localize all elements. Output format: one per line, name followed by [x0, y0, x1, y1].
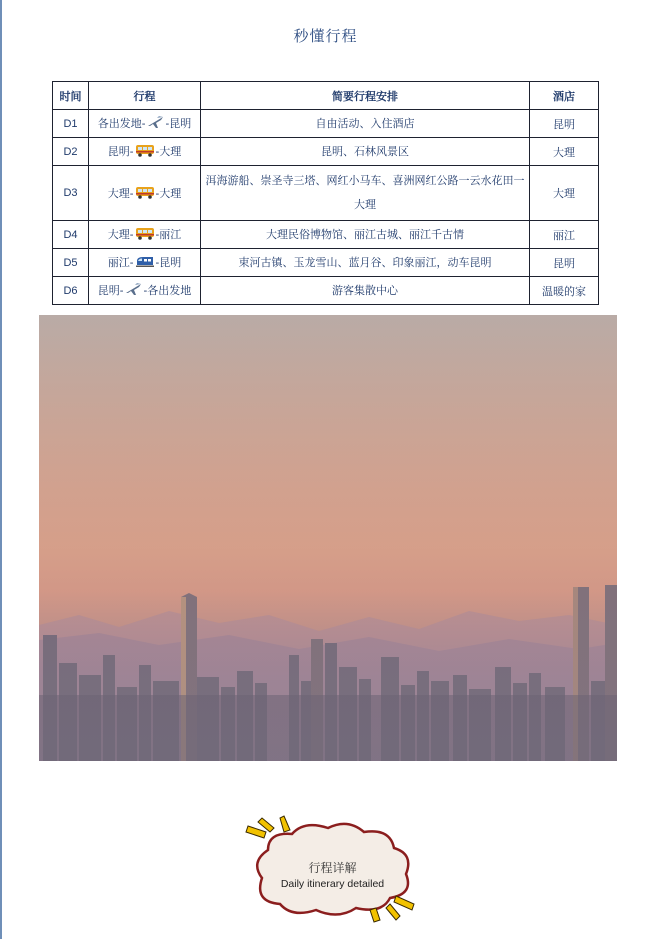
- route-cell: [89, 166, 201, 221]
- plan-cell: 束河古镇、玉龙雪山、蓝月谷、印象丽江，动车昆明: [201, 249, 530, 277]
- route-cell: [89, 138, 201, 166]
- day-cell: D4: [53, 221, 89, 249]
- bus-icon: [135, 227, 155, 243]
- hotel-cell: 大理: [530, 138, 599, 166]
- hotel-cell: 昆明: [530, 110, 599, 138]
- table-header-row: [53, 82, 599, 110]
- route-from: 各出发地-: [97, 117, 146, 130]
- table-row: [53, 221, 599, 249]
- day-cell: D3: [53, 166, 89, 221]
- route-cell: [89, 277, 201, 305]
- table-row: [53, 166, 599, 221]
- route-to: -大理: [155, 145, 182, 158]
- badge-title: 行程详解: [308, 861, 357, 875]
- route-to: -昆明: [155, 256, 182, 269]
- page-title: 秒懂行程: [293, 27, 358, 45]
- plan-cell: 游客集散中心: [201, 277, 530, 305]
- route-from: 大理-: [107, 228, 134, 241]
- plan-cell: 自由活动、入住酒店: [201, 110, 530, 138]
- bus-icon: [135, 186, 155, 202]
- table-row: [53, 110, 599, 138]
- hotel-cell: 昆明: [530, 249, 599, 277]
- badge-subtitle: Daily itinerary detailed: [280, 878, 385, 890]
- header-time: 时间: [53, 82, 89, 110]
- plan-cell: 洱海游船、崇圣寺三塔、网红小马车、喜洲网红公路一云水花田一大理: [201, 166, 530, 221]
- airplane-icon: [147, 115, 165, 132]
- table-row: [53, 277, 599, 305]
- header-plan: 简要行程安排: [201, 82, 530, 110]
- route-from: 大理-: [107, 186, 134, 200]
- city-skyline-photo: [39, 315, 617, 761]
- route-from: 昆明-: [107, 145, 134, 158]
- airplane-icon: [125, 282, 143, 299]
- table-row: [53, 138, 599, 166]
- itinerary-detail-badge: [240, 812, 425, 924]
- day-cell: D6: [53, 277, 89, 305]
- table-row: [53, 249, 599, 277]
- train-icon: [135, 255, 155, 271]
- route-to: -丽江: [155, 228, 182, 241]
- route-to: -昆明: [165, 117, 192, 130]
- page-left-edge: [0, 0, 2, 939]
- bus-icon: [135, 144, 155, 160]
- day-cell: D5: [53, 249, 89, 277]
- route-cell: [89, 249, 201, 277]
- route-cell: [89, 110, 201, 138]
- hotel-cell: 大理: [530, 166, 599, 221]
- route-to: -大理: [155, 186, 182, 200]
- header-hotel: 酒店: [530, 82, 599, 110]
- route-to: -各出发地: [143, 284, 192, 297]
- route-from: 昆明-: [97, 284, 124, 297]
- plan-cell: 昆明、石林风景区: [201, 138, 530, 166]
- hotel-cell: 温暖的家: [530, 277, 599, 305]
- header-route: 行程: [89, 82, 201, 110]
- itinerary-table: [52, 81, 599, 305]
- day-cell: D2: [53, 138, 89, 166]
- route-cell: [89, 221, 201, 249]
- hotel-cell: 丽江: [530, 221, 599, 249]
- plan-cell: 大理民俗博物馆、丽江古城、丽江千古情: [201, 221, 530, 249]
- route-from: 丽江-: [107, 256, 134, 269]
- day-cell: D1: [53, 110, 89, 138]
